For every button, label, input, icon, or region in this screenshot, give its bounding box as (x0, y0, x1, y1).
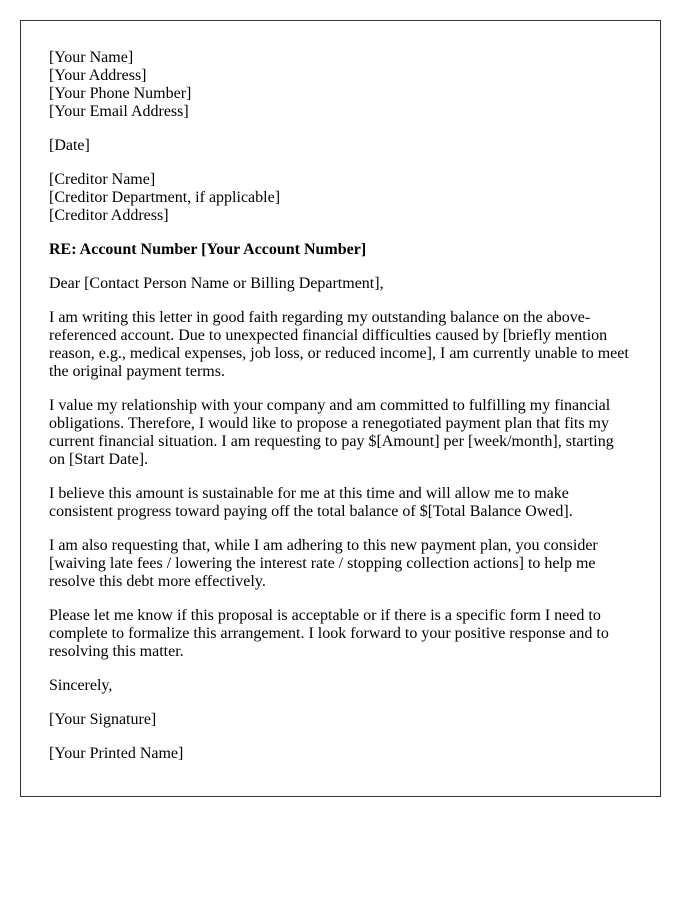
signature: [Your Signature] (49, 711, 157, 728)
recipient-name: [Creditor Name] (49, 171, 156, 188)
recipient-address: [Creditor Address] (49, 207, 169, 224)
printed-name: [Your Printed Name] (49, 745, 184, 762)
sender-block (49, 49, 632, 121)
body-paragraph-3: I believe this amount is sustainable for me at this time and will allow me to make consistent progress toward paying off the total balance of $[Total Balance Owed]. (49, 485, 573, 520)
body-paragraph-4: I am also requesting that, while I am adhering to this new payment plan, you consider [waiving late fees / lowering the interest rate / stopping collection actions] to help me resolve this debt more effectively. (49, 537, 598, 590)
letter-document (20, 20, 661, 797)
body-paragraph-1: I am writing this letter in good faith regarding my outstanding balance on the above-referenced account. Due to unexpected financial difficulties caused by [briefly mention reason, e.g., medical expenses, job loss, or reduced income], I am currently unable to meet the original payment terms. (49, 309, 629, 380)
letter-date: [Date] (49, 137, 90, 154)
sender-address: [Your Address] (49, 67, 147, 84)
salutation: Dear [Contact Person Name or Billing Department], (49, 275, 384, 292)
recipient-department: [Creditor Department, if applicable] (49, 189, 281, 206)
body-paragraph-5: Please let me know if this proposal is acceptable or if there is a specific form I need to complete to formalize this arrangement. I look forward to your positive response and to resolving this matter. (49, 607, 609, 660)
sender-email: [Your Email Address] (49, 103, 189, 120)
sender-phone: [Your Phone Number] (49, 85, 192, 102)
closing: Sincerely, (49, 677, 113, 694)
sender-name: [Your Name] (49, 49, 134, 66)
body-paragraph-2: I value my relationship with your company and am committed to fulfilling my financial obligations. Therefore, I would like to propose a renegotiated payment plan that fits my current financial situation. I am requesting to pay $[Amount] per [week/month], starting on [Start Date]. (49, 397, 614, 468)
recipient-block (49, 171, 632, 225)
subject-line: RE: Account Number [Your Account Number] (49, 241, 367, 258)
